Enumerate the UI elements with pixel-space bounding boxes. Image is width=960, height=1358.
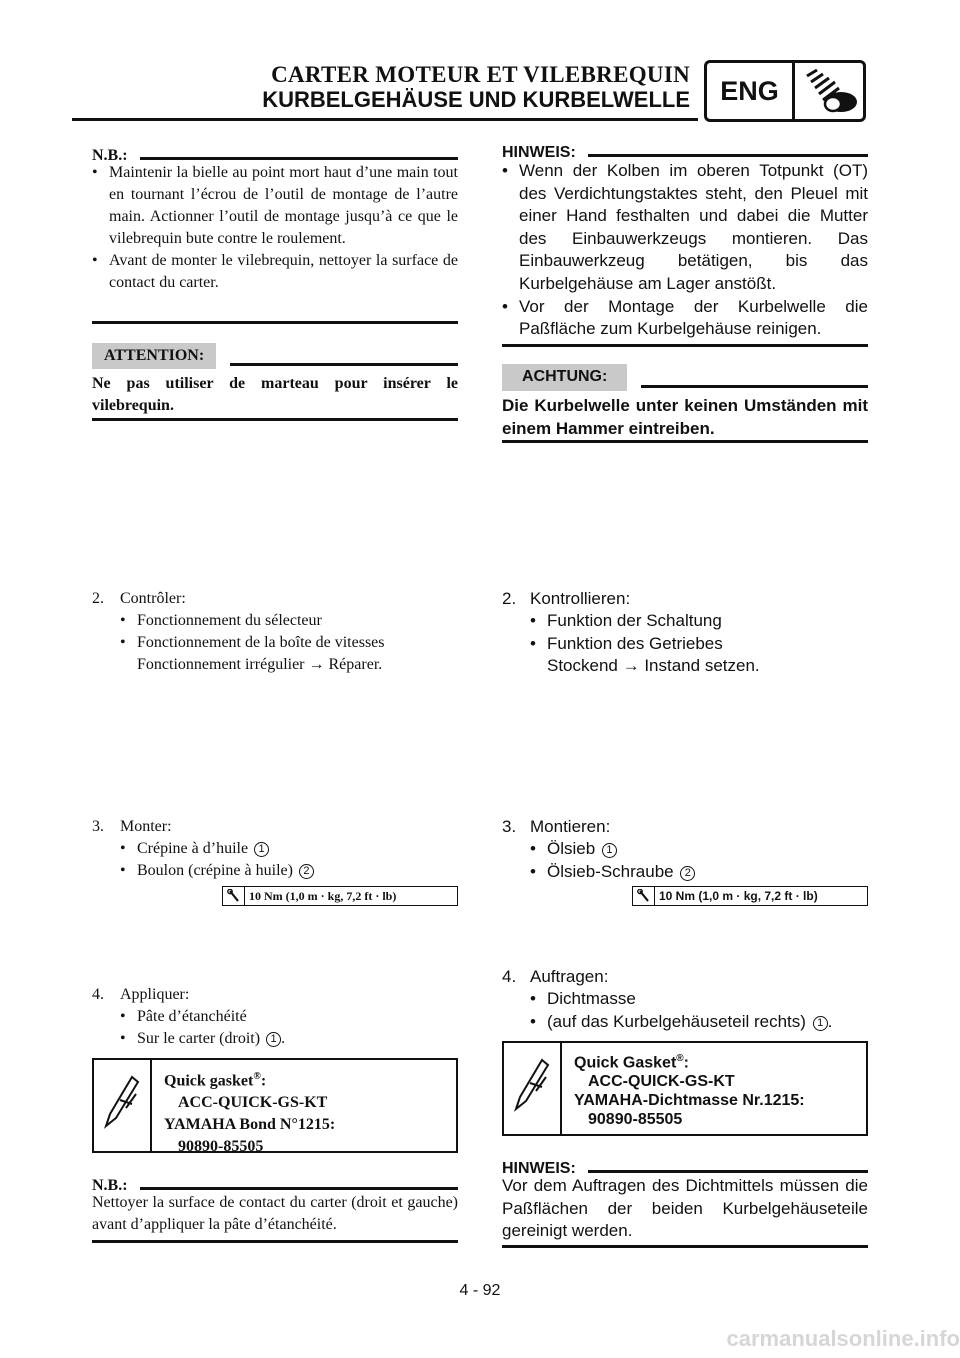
right-step3-title: Montieren: bbox=[530, 817, 611, 836]
right-step4-sub: (auf das Kurbelgehäuseteil rechts) bbox=[547, 1011, 806, 1031]
left-spec-reg: ® bbox=[253, 1071, 261, 1082]
right-note2-rule bbox=[502, 1245, 868, 1248]
left-note1-bullet-2: • Avant de monter le vilebrequin, nettoyer la surface de contact du carter. bbox=[92, 250, 458, 294]
right-torque-box bbox=[632, 886, 868, 906]
left-step3-item-2: Boulon (crépine à huile) bbox=[137, 862, 293, 879]
left-note2-text: Nettoyer la surface de contact du carter (droit et gauche) avant d’appliquer la pâte d’étanchéité. bbox=[92, 1194, 458, 1233]
left-note1-label: N.B.: bbox=[92, 147, 128, 164]
ref-marker-2: 2 bbox=[680, 866, 695, 881]
right-step2-title: Kontrollieren: bbox=[530, 589, 631, 608]
left-step3-title: Monter: bbox=[120, 818, 172, 835]
left-spec-line4: 90890-85505 bbox=[178, 1138, 264, 1156]
right-torque-value: 10 Nm (1,0 m · kg, 7,2 ft · lb) bbox=[659, 889, 818, 903]
right-note1-label: HINWEIS: bbox=[502, 144, 576, 161]
left-step2-num: 2. bbox=[92, 590, 104, 607]
right-spec-line2: ACC-QUICK-GS-KT bbox=[588, 1073, 735, 1091]
left-step3 bbox=[92, 816, 458, 886]
right-attention-heading bbox=[502, 364, 868, 391]
left-spec-line1: Quick gasket bbox=[164, 1072, 254, 1090]
right-spec-line1: Quick Gasket bbox=[574, 1054, 677, 1072]
ref-marker-1: 1 bbox=[813, 1016, 828, 1031]
right-step3-item-1: Ölsieb bbox=[547, 839, 596, 858]
header-rule bbox=[72, 118, 698, 121]
left-spec-line2: ACC-QUICK-GS-KT bbox=[178, 1094, 328, 1112]
ref-marker-1: 1 bbox=[266, 1032, 281, 1047]
engine-crank-icon bbox=[795, 63, 863, 119]
sealant-tube-icon bbox=[504, 1043, 562, 1134]
ref-marker-1: 1 bbox=[602, 843, 617, 858]
left-attention-rule bbox=[92, 418, 458, 421]
left-step2-title: Contrôler: bbox=[120, 590, 186, 607]
right-spec-reg: ® bbox=[676, 1053, 684, 1064]
watermark: carmanualsonline.info bbox=[726, 1326, 960, 1351]
right-step4-title: Auftragen: bbox=[530, 967, 609, 986]
left-step3-item-1: Crépine à d’huile bbox=[137, 840, 249, 857]
left-attention-label: ATTENTION: bbox=[92, 343, 216, 369]
right-spec-box bbox=[502, 1041, 868, 1136]
right-note2-text: Vor dem Auftragen des Dichtmittels müssen die Paßflächen der beiden Kurbelgehäuseteile gereinigt werden. bbox=[502, 1176, 868, 1241]
left-step2-sub: Fonctionnement irrégulier → Réparer. bbox=[137, 656, 383, 673]
right-step2-num: 2. bbox=[502, 589, 517, 608]
right-attention-label: ACHTUNG: bbox=[502, 364, 627, 391]
right-note1-list bbox=[502, 160, 868, 341]
left-note1-list bbox=[92, 162, 458, 294]
header-title-fr: CARTER MOTEUR ET VILEBREQUIN bbox=[271, 62, 690, 87]
right-note1-rule bbox=[502, 344, 868, 347]
left-step4-sub: Sur le carter (droit) bbox=[137, 1030, 261, 1047]
right-step2 bbox=[502, 588, 868, 688]
left-note1-bullet-1: • Maintenir la bielle au point mort haut d’une main tout en tournant l’écrou de l’outil de montage de l’autre main. Actionner l’outil de montage jusqu’à ce que le vilebrequin bute contre le roulement. bbox=[92, 162, 458, 250]
left-spec-line1-suffix: : bbox=[260, 1072, 267, 1090]
left-attention-heading bbox=[92, 343, 458, 369]
right-step3-num: 3. bbox=[502, 817, 517, 836]
ref-marker-1: 1 bbox=[254, 842, 269, 857]
left-step4: 4. Appliquer: • Pâte d’étanchéité • Sur le carter (droit) 1 . bbox=[92, 984, 458, 1054]
sealant-tube-icon bbox=[94, 1060, 152, 1151]
left-note1-rule bbox=[92, 321, 458, 324]
left-note2-rule bbox=[92, 1240, 458, 1243]
right-step4-num: 4. bbox=[502, 967, 517, 986]
left-step4-num: 4. bbox=[92, 986, 104, 1003]
right-step4: 4. Auftragen: • Dichtmasse • (auf das Kurbelgehäuseteil rechts) 1 . bbox=[502, 966, 868, 1041]
left-step2-item-1: • Fonctionnement du sélecteur bbox=[120, 610, 385, 632]
right-note1-bullet-2: • Vor der Montage der Kurbelwelle die Paßfläche zum Kurbelgehäuse reinigen. bbox=[502, 296, 868, 341]
left-step4-title: Appliquer: bbox=[120, 986, 190, 1003]
left-attention-text: Ne pas utiliser de marteau pour insérer le vilebrequin. bbox=[92, 375, 458, 414]
left-spec-line3: YAMAHA Bond N°1215: bbox=[164, 1116, 336, 1134]
right-spec-line1-suffix: : bbox=[683, 1054, 689, 1072]
right-attention-text: Die Kurbelwelle unter keinen Umständen mit einem Hammer eintreiben. bbox=[502, 396, 868, 438]
right-attention-rule bbox=[502, 440, 868, 443]
wrench-icon bbox=[633, 887, 655, 905]
left-step3-num: 3. bbox=[92, 818, 104, 835]
page-number: 4 - 92 bbox=[459, 1282, 501, 1299]
wrench-icon bbox=[223, 887, 245, 905]
right-step3 bbox=[502, 816, 868, 886]
right-note2-label: HINWEIS: bbox=[502, 1160, 576, 1177]
left-step4-item-1: • Pâte d’étanchéité bbox=[120, 1006, 285, 1028]
right-spec-line3: YAMAHA-Dichtmasse Nr.1215: bbox=[574, 1092, 805, 1110]
left-torque-box bbox=[222, 886, 458, 906]
section-badge bbox=[704, 60, 866, 122]
ref-marker-2: 2 bbox=[299, 864, 314, 879]
right-step2-item-1: • Funktion der Schaltung bbox=[530, 610, 760, 633]
right-spec-line4: 90890-85505 bbox=[588, 1111, 683, 1129]
left-step2 bbox=[92, 588, 458, 688]
header-title-de: KURBELGEHÄUSE UND KURBELWELLE bbox=[262, 87, 690, 112]
right-step2-sub: Stockend → Instand setzen. bbox=[547, 656, 760, 676]
right-note1-bullet-1: • Wenn der Kolben im oberen Totpunkt (OT) des Verdichtungstaktes steht, den Pleuel mit einer Hand festhalten und dabei die Mutter des Einbauwerkzeugs montieren. Das Einbauwerkzeug betätigen, bis das Kurbelgehäuse am Lager anstößt. bbox=[502, 160, 868, 296]
left-step2-item-2: • Fonctionnement de la boîte de vitesses bbox=[120, 632, 385, 654]
right-step4-item-1: • Dichtmasse bbox=[530, 988, 832, 1011]
section-badge-label: ENG bbox=[707, 63, 795, 119]
left-note2-label: N.B.: bbox=[92, 1177, 128, 1194]
left-spec-box bbox=[92, 1058, 458, 1156]
left-torque-value: 10 Nm (1,0 m · kg, 7,2 ft · lb) bbox=[249, 888, 397, 903]
right-step3-item-2: Ölsieb-Schraube bbox=[547, 861, 674, 881]
right-step2-item-2: • Funktion des Getriebes bbox=[530, 633, 760, 656]
